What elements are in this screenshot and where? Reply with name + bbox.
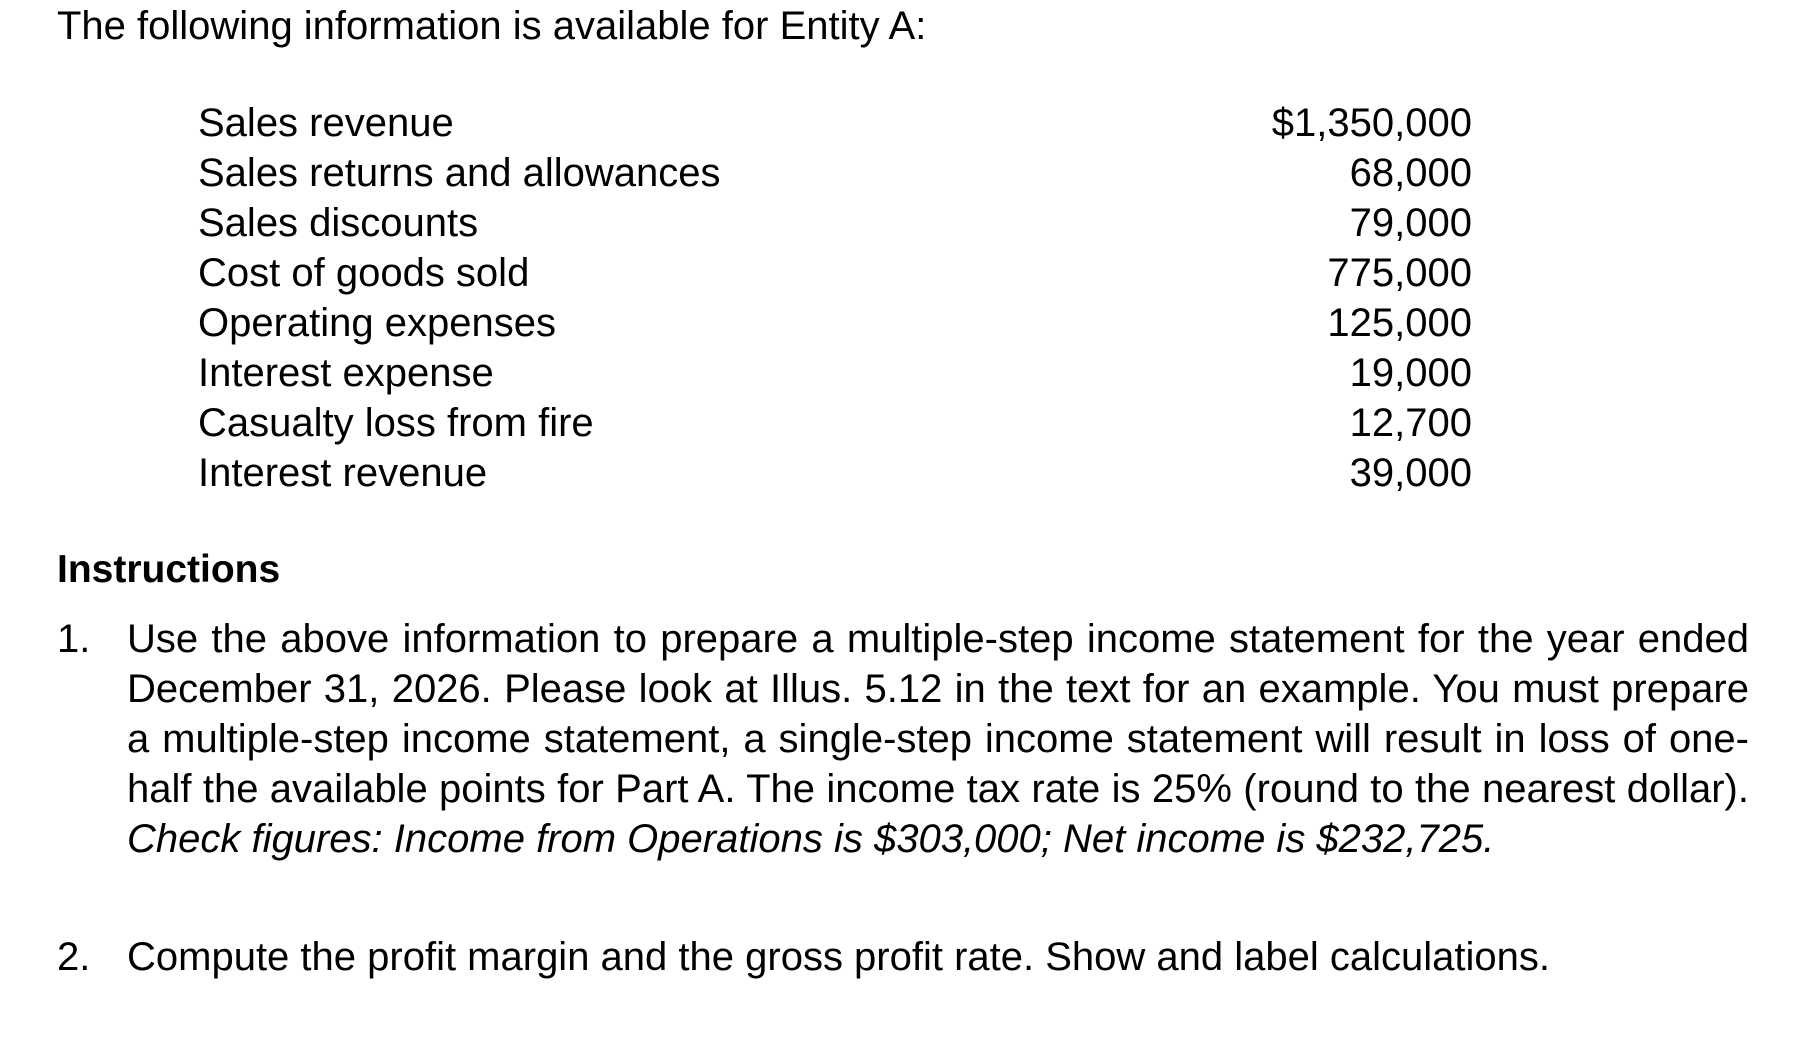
fin-row [198,248,1472,298]
fin-row [198,148,1472,198]
fin-value: 79,000 [1349,201,1472,245]
instruction-text-block [127,614,1749,864]
fin-value: 19,000 [1349,351,1472,395]
fin-row [198,298,1472,348]
fin-label: Interest revenue [198,451,488,495]
fin-row [198,98,1472,148]
instruction-item [57,614,1749,864]
financial-items-table [198,98,1472,498]
fin-value: 68,000 [1349,151,1472,195]
fin-label: Interest expense [198,351,494,395]
instruction-item [57,932,1749,982]
fin-row [198,198,1472,248]
fin-value: 12,700 [1349,401,1472,445]
instruction-text: Use the above information to prepare a multiple-step income statement for the year ended December 31, 2026. Please look at Illus. 5.12 in the text for an example. You must prepare a multiple-step income statement, a single-step income statement will result in loss of one-half the available points for Part A. The income tax rate is 25% (round to the nearest dollar). [127,617,1749,811]
check-figures-text: Check figures: Income from Operations is $303,000; Net income is $232,725. [127,817,1495,861]
fin-label: Casualty loss from fire [198,401,594,445]
instruction-text: Compute the profit margin and the gross profit rate. Show and label calculations. [127,935,1551,979]
fin-label: Sales revenue [198,101,454,145]
fin-label: Operating expenses [198,301,557,345]
fin-label: Sales discounts [198,201,479,245]
fin-value: 775,000 [1327,251,1472,295]
fin-label: Cost of goods sold [198,251,530,295]
instruction-number: 1. [57,617,91,661]
fin-value: 39,000 [1349,451,1472,495]
instruction-text-block [127,932,1749,982]
fin-row [198,448,1472,498]
fin-value: 125,000 [1327,301,1472,345]
fin-label: Sales returns and allowances [198,151,721,195]
fin-value: $1,350,000 [1271,101,1472,145]
fin-row [198,398,1472,448]
instruction-number: 2. [57,935,91,979]
intro-text: The following information is available for Entity A: [57,4,927,48]
instructions-heading: Instructions [57,548,281,591]
fin-row [198,348,1472,398]
